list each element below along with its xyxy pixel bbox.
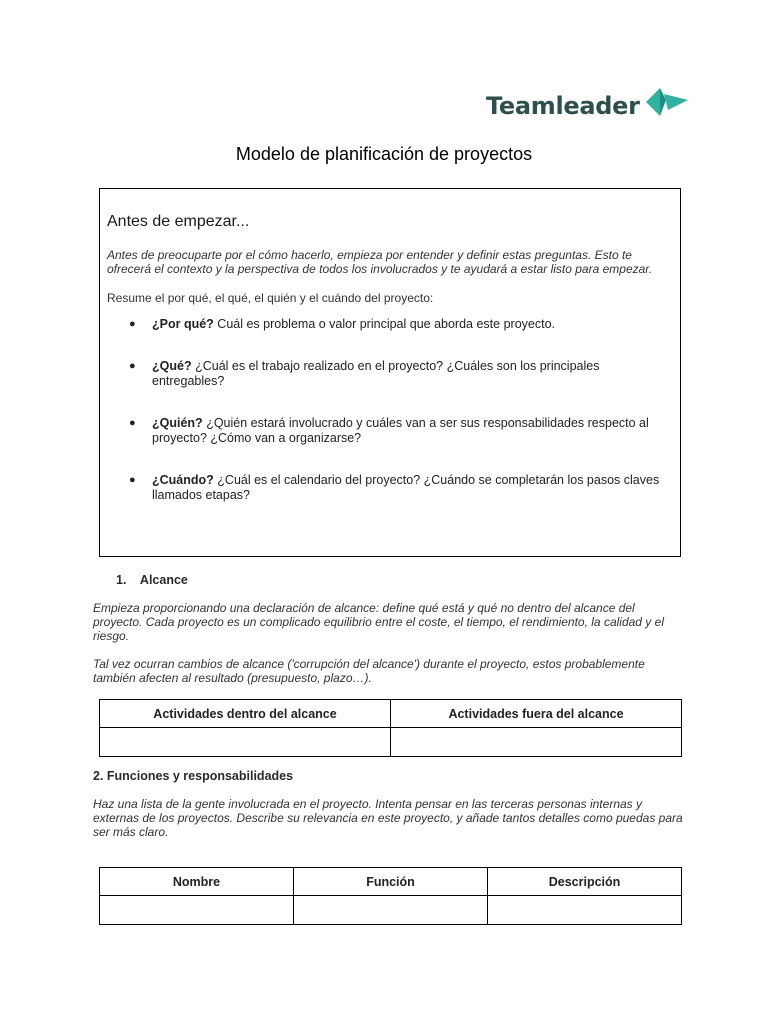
roles-table: [99, 867, 682, 925]
bullet-icon: ●: [129, 417, 136, 429]
document-title: Modelo de planificación de proyectos: [235, 144, 533, 164]
question-list: [107, 317, 673, 503]
intro-text: Antes de preocuparte por el cómo hacerlo, empieza por entender y definir estas preguntas. Esto te ofrecerá el contexto y la perspectiva de todos los involucrados y te ayudará a estar listo para empezar.: [107, 248, 653, 276]
scope-paragraph-1: Empieza proporcionando una declaración de alcance: define qué está y qué no dentro del alcance del proyecto. Cada proyecto es un complicado equilibrio entre el coste, el tiempo, el rendimiento, la calidad y el riesgo.: [93, 601, 664, 643]
question-who: [107, 416, 673, 446]
question-text: Cuál es problema o valor principal que aborda este proyecto.: [217, 317, 555, 331]
teamleader-logo: [486, 86, 688, 126]
bullet-icon: ●: [129, 360, 136, 372]
roles-table-header-name: Nombre: [100, 868, 294, 896]
question-lead: ¿Cuándo?: [152, 473, 214, 487]
question-when: [107, 473, 673, 503]
logo-wordmark: Teamleader: [486, 92, 640, 120]
scope-table-header-out: Actividades fuera del alcance: [391, 700, 682, 728]
question-why: [107, 317, 673, 332]
table-cell[interactable]: [488, 896, 682, 925]
question-lead: ¿Quién?: [152, 416, 203, 430]
question-text: ¿Cuál es el calendario del proyecto? ¿Cuándo se completarán los pasos claves llamados etapas?: [152, 473, 660, 502]
roles-table-header-description: Descripción: [488, 868, 682, 896]
table-cell[interactable]: [100, 896, 294, 925]
scope-paragraph-2: Tal vez ocurran cambios de alcance ('corrupción del alcance') durante el proyecto, estos probablemente también afecten al resultado (presupuesto, plazo…).: [93, 657, 645, 685]
intro-box: [99, 188, 681, 557]
intro-heading: Antes de empezar...: [107, 213, 250, 230]
table-row: [100, 728, 682, 757]
roles-table-header-function: Función: [294, 868, 488, 896]
scope-table-header-in: Actividades dentro del alcance: [100, 700, 391, 728]
question-lead: ¿Por qué?: [152, 317, 214, 331]
teamleader-mark-icon: [646, 88, 688, 118]
table-cell[interactable]: [391, 728, 682, 757]
roles-heading: 2. Funciones y responsabilidades: [93, 769, 294, 783]
roles-paragraph: Haz una lista de la gente involucrada en el proyecto. Intenta pensar en las terceras personas internas y externas de los proyectos. Describe su relevancia en este proyecto, y añade tantos detalles como puedas para ser más claro.: [93, 797, 683, 839]
scope-table: [99, 699, 682, 757]
scope-heading: [116, 573, 188, 587]
bullet-icon: ●: [129, 318, 136, 330]
table-cell[interactable]: [100, 728, 391, 757]
table-cell[interactable]: [294, 896, 488, 925]
question-what: [107, 359, 673, 389]
question-text: ¿Cuál es el trabajo realizado en el proyecto? ¿Cuáles son los principales entregables?: [152, 359, 600, 388]
bullet-icon: ●: [129, 474, 136, 486]
question-lead: ¿Qué?: [152, 359, 192, 373]
question-text: ¿Quién estará involucrado y cuáles van a ser sus responsabilidades respecto al proyecto? ¿Cómo van a organizarse?: [152, 416, 649, 445]
scope-number: 1.: [116, 573, 127, 587]
intro-prompt: Resume el por qué, el qué, el quién y el cuándo del proyecto:: [107, 291, 434, 305]
table-row: [100, 896, 682, 925]
scope-heading-text: Alcance: [139, 573, 188, 587]
